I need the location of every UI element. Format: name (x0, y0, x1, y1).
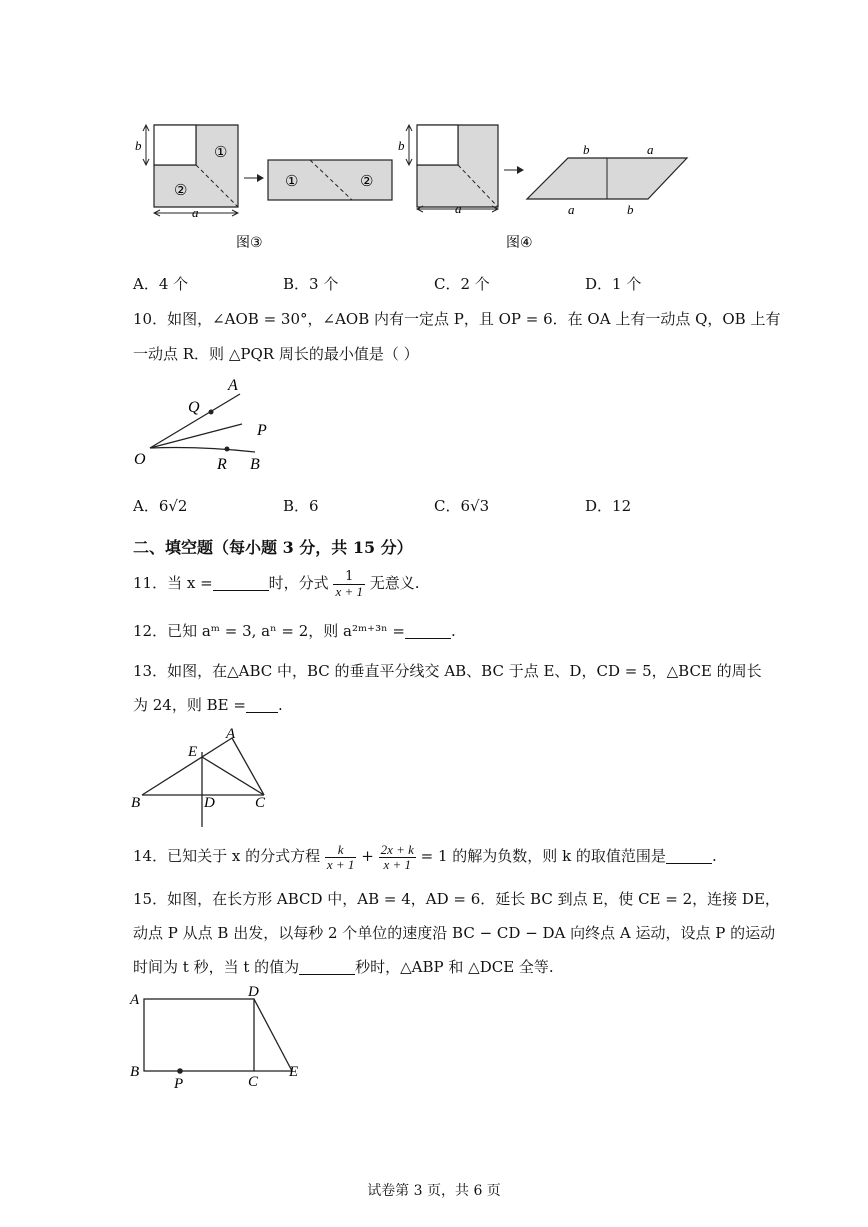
q10-option-c: C．6√3 (434, 497, 490, 515)
q14: 14．已知关于 x 的分式方程 $\frac{k}{x + 1}$ + $\frac{2x + k}{x + 1}$ = 1 的解为负数，则 k 的取值范围是 . (133, 841, 717, 872)
q10-option-a: A．6√2 (133, 497, 188, 515)
svg-text:①: ① (285, 174, 299, 190)
fig3-circle2: ② (174, 183, 188, 199)
q15-line1: 15．如图，在长方形 ABCD 中，AB = 4，AD = 6．延长 BC 到点 E，使 CE = 2，连接 DE， (133, 890, 780, 908)
svg-text:A: A (228, 377, 238, 394)
svg-text:a: a (568, 202, 575, 217)
svg-text:C: C (248, 1074, 259, 1090)
fig4-square (398, 125, 498, 216)
q9-option-a: A．4 个 (133, 275, 189, 293)
q12: 12．已知 aᵐ = 3, aⁿ = 2，则 a²ᵐ⁺³ⁿ = . (133, 622, 456, 640)
svg-text:P: P (174, 1076, 184, 1092)
svg-text:A: A (130, 992, 140, 1008)
q15-figure (128, 982, 308, 1092)
svg-text:P: P (257, 422, 267, 439)
fig4-parallelogram (527, 142, 687, 217)
svg-text:D: D (204, 795, 215, 811)
svg-text:B: B (131, 795, 141, 811)
q13-line2: 为 24，则 BE = . (133, 696, 283, 714)
svg-text:a: a (455, 201, 462, 216)
svg-text:a: a (192, 205, 199, 220)
q11: 11．当 x = 时，分式 $\frac{1}{x + 1}$ 无意义. (133, 568, 420, 599)
svg-text:D: D (248, 984, 259, 1000)
q13-line1: 13．如图，在△ABC 中，BC 的垂直平分线交 AB、BC 于点 E、D，CD = 5，△BCE 的周长 (133, 662, 762, 680)
svg-text:b: b (583, 142, 590, 157)
q9-option-b: B．3 个 (283, 275, 339, 293)
svg-text:b: b (398, 138, 405, 153)
q15-line3: 时间为 t 秒，当 t 的值为 秒时，△ABP 和 △DCE 全等. (133, 958, 554, 976)
svg-text:b: b (135, 138, 142, 153)
svg-text:E: E (188, 744, 198, 760)
page-footer: 试卷第 3 页，共 6 页 (367, 1183, 501, 1199)
fig3-square (135, 125, 238, 220)
svg-text:E: E (289, 1064, 299, 1080)
q13-figure (128, 722, 278, 830)
q10-line2: 一动点 R．则 △PQR 周长的最小值是（ ） (133, 345, 419, 363)
svg-text:a: a (647, 142, 654, 157)
q10-line1: 10．如图，∠AOB = 30°，∠AOB 内有一定点 P，且 OP = 6．在 OA 上有一动点 Q，OB 上有 (133, 310, 781, 328)
q9-option-c: C．2 个 (434, 275, 490, 293)
q10-figure (130, 372, 280, 477)
q10-option-d: D．12 (585, 497, 632, 515)
section-2-title: 二、填空题（每小题 3 分，共 15 分） (133, 538, 413, 557)
svg-text:A: A (226, 726, 236, 742)
svg-text:C: C (255, 795, 266, 811)
q15-line2: 动点 P 从点 B 出发，以每秒 2 个单位的速度沿 BC − CD − DA 向终点 A 运动，设点 P 的运动 (133, 924, 776, 942)
svg-text:R: R (217, 456, 227, 473)
svg-text:Q: Q (188, 399, 200, 416)
fig3-rectangle (268, 160, 392, 200)
svg-text:B: B (250, 456, 260, 473)
q9-option-d: D．1 个 (585, 275, 642, 293)
fig4-caption: 图④ (506, 235, 533, 251)
svg-text:B: B (130, 1064, 140, 1080)
q10-option-b: B．6 (283, 497, 319, 515)
svg-text:O: O (134, 451, 146, 468)
svg-text:②: ② (360, 174, 374, 190)
fig3-caption: 图③ (236, 235, 263, 251)
svg-text:b: b (627, 202, 634, 217)
fig3-circle1: ① (214, 145, 228, 161)
figure-3-4 (130, 115, 700, 255)
